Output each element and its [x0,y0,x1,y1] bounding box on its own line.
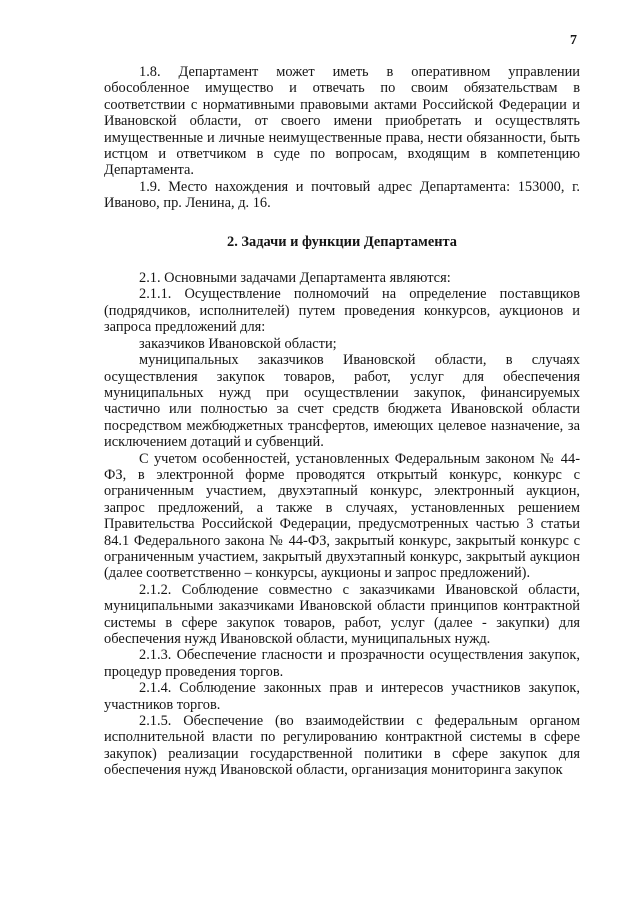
paragraph-2-1-4: 2.1.4. Соблюдение законных прав и интересов участников закупок, участников торгов. [104,680,580,713]
paragraph-1-9: 1.9. Место нахождения и почтовый адрес Департамента: 153000, г. Иваново, пр. Ленина, д. 16. [104,178,580,212]
paragraph-municipal-customers: муниципальных заказчиков Ивановской области, в случаях осуществления закупок товаров, работ, услуг для обеспечения муниципальных нужд при осуществлении закупок, финансируемых частично или полностью за счет средств бюджета Ивановской области посредством межбюджетных трансфертов, имеющих целевое назначение, за исключением дотаций и субвенций. [104,352,580,451]
paragraph-1-8: 1.8. Департамент может иметь в оперативном управлении обособленное имущество и отвечать по своим обязательствам в соответствии с нормативными правовыми актами Российской Федерации и Ивановской области, от своего имени приобретать и осуществлять имущественные и личные неимущественные права, нести обязанности, быть истцом и ответчиком в суде по вопросам, входящим в компетенцию Департамента. [104,64,580,179]
paragraph-2-1: 2.1. Основными задачами Департамента являются: [139,270,451,287]
paragraph-electronic-form: С учетом особенностей, установленных Федеральным законом № 44-ФЗ, в электронной форме проводятся открытый конкурс, конкурс с ограниченным участием, двухэтапный конкурс, электронный аукцион, запрос предложений, а также в случаях, установленных решением Правительства Российской Федерации, предусмотренных частью 3 статьи 84.1 Федерального закона № 44-ФЗ, закрытый конкурс, закрытый конкурс с ограниченным участием, закрытый двухэтапный конкурс, закрытый аукцион (далее соответственно – конкурсы, аукционы и запрос предложений). [104,450,580,582]
paragraph-2-1-5: 2.1.5. Обеспечение (во взаимодействии с федеральным органом исполнительной власти по регулированию контрактной системы в сфере закупок) реализации государственной политики в сфере закупок для обеспечения нужд Ивановской области, организация мониторинга закупок [104,713,580,779]
page-number: 7 [570,33,577,48]
paragraph-2-1-2: 2.1.2. Соблюдение совместно с заказчиками Ивановской области, муниципальными заказчиками Ивановской области принципов контрактной системы в сфере закупок товаров, работ, услуг (далее - закупки) для обеспечения нужд Ивановской области, муниципальных нужд. [104,581,580,647]
section-heading: 2. Задачи и функции Департамента [227,233,457,250]
paragraph-regional-customers: заказчиков Ивановской области; [139,335,337,352]
paragraph-2-1-1: 2.1.1. Осуществление полномочий на определение поставщиков (подрядчиков, исполнителей) путем проведения конкурсов, аукционов и запроса предложений для: [104,286,580,336]
paragraph-2-1-3: 2.1.3. Обеспечение гласности и прозрачности осуществления закупок, процедур проведения торгов. [104,647,580,680]
document-body [104,64,580,779]
